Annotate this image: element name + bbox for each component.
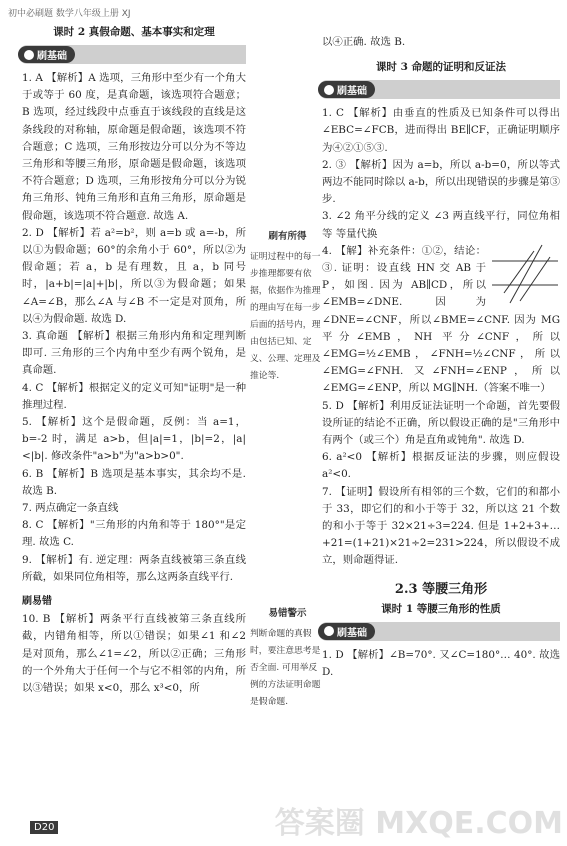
answer-6: 6. B 【解析】B 选项是基本事实，其余均不是. 故选 B. — [22, 467, 246, 497]
note-warning — [250, 605, 325, 711]
brush-icon — [24, 50, 34, 60]
chapter-title: 2.3 等腰三角形 — [394, 581, 488, 597]
right-band: 刷基础 — [318, 80, 560, 99]
answer-8: 8. C 【解析】"三角形的内角和等于 180°"是定理. 故选 C. — [22, 519, 246, 549]
left-column — [22, 24, 246, 697]
note-warning-title: 易错警示 — [268, 608, 307, 619]
brush-icon — [324, 626, 334, 636]
r2-answer-1: 1. D 【解析】∠B=70°. 又∠C=180°… 40°. 故选 D. — [322, 648, 560, 678]
r-answer-4: 4. 【解】补充条件：①②，结论：③. 证明：设直线 HN 交 AB 于 P，如图. 因为 AB∥CD，所以∠EMB=∠DNE. 因为∠DNE=∠CNF，所以∠BME=∠CNF. 因为 MG 平分∠EMB，NH 平分∠CNF，所以∠EMG=½∠EMB，∠FNH=½∠CNF，所以∠EMG=∠FNH. 又∠FNH=∠ENP，所以∠EMG=∠ENP，所以 MG∥NH.（答案不唯一） — [322, 244, 560, 395]
page-number: D20 — [30, 821, 58, 834]
note-gain-body: 证明过程中的每一步推理都要有依据，依据作为推理的理由写在每一步后面的括号内，理由包括已知、定义、公理、定理及推论等. — [250, 252, 321, 381]
watermark: 答案圈 MXQE.COM — [274, 806, 563, 841]
note-warning-body: 判断命题的真假时，要注意思考是否全面. 可用举反例的方法证明命题是假命题. — [250, 629, 321, 707]
right-top-line: 以④正确. 故选 B. — [322, 36, 406, 48]
note-gain-title: 刷有所得 — [268, 231, 307, 242]
right-section-title: 课时 3 命题的证明和反证法 — [375, 61, 507, 74]
side-notes — [250, 228, 325, 711]
answer-10: 10. B 【解析】两条平行直线被第三条直线所截，内错角相等，所以①错误；如果∠1 和∠2 是对顶角，那么∠1=∠2，所以②正确；三角形的一个外角大于任何一个与它不相邻的内角，所以③错误；如果 x<0，那么 x³<0，所 — [22, 613, 246, 694]
note-gain — [250, 228, 325, 385]
answer-9: 9. 【解析】有. 逆定理：两条直线被第三条直线所截，如果同位角相等，那么这两条直线平行. — [22, 553, 246, 583]
r-answer-3: 3. ∠2 角平分线的定义 ∠3 两直线平行，同位角相等 等量代换 — [322, 210, 560, 240]
r-answer-2: 2. ③ 【解析】因为 a=b，所以 a-b=0，所以等式两边不能同时除以 a-b，所以出现错误的步骤是第③步. — [322, 158, 560, 206]
parallel-lines-diagram — [490, 243, 560, 305]
answer-5: 5. 【解析】这个是假命题，反例：当 a=1，b=-2 时，满足 a>b，但|a|=1，|b|=2，|a|<|b|. 修改条件"a>b"为"a>b>0". — [22, 416, 246, 463]
r-answer-5: 5. D 【解析】利用反证法证明一个命题，首先要假设所证的结论不正确，所以假设正确的是"三角形中有两个（或三个）角是直角或钝角". 故选 D. — [322, 399, 560, 447]
answer-7: 7. 两点确定一条直线 — [22, 502, 119, 515]
r-answer-7: 7. 【证明】假设所有相邻的三个数，它们的和都小于 33，即它们的和小于等于 32，所以这 21 个数的和小于等于 32×21÷3=224. 但是 1+2+3+…+21=(1+21)×21÷2=231>224，所以假设不成立，则命题得证. — [322, 485, 560, 567]
right-band2: 刷基础 — [318, 622, 560, 641]
left-section-title: 课时 2 真假命题、基本事实和定理 — [53, 26, 215, 38]
r-answer-6: 6. a²<0 【解析】根据反证法的步骤，则应假设 a²<0. — [322, 451, 560, 481]
left-band: 刷基础 — [18, 45, 246, 64]
answer-1: 1. A 【解析】A 选项，三角形中至少有一个角大于或等于 60 度，是真命题，该选项符合题意；B 选项，经过线段中点垂直于该线段的直线是这条线段的对称轴，原命题是假命题，该选项不符合题意；C 选项，三角形按边分可以分为不等边三角形和等腰三角形，原命题是假命题，该选项不符合题意；D 选项，三角形按角分可以分为锐角三角形、钝角三角形和直角三角形，原命题是假命题，该选项不符合题意. 故选 A. — [22, 72, 246, 222]
brush-icon — [324, 85, 334, 95]
answer-4: 4. C 【解析】根据定义的定义可知"证明"是一种推理过程. — [22, 381, 246, 411]
r-answer-1: 1. C 【解析】由垂直的性质及已知条件可以得出∠EBC=∠FCB，进而得出 BE∥CF，正确证明顺序为④②①⑤③. — [322, 107, 560, 154]
page-header: 初中必刷题 数学八年级上册 XJ — [8, 9, 131, 19]
right-section2-title: 课时 1 等腰三角形的性质 — [381, 602, 501, 615]
right-column — [322, 34, 560, 681]
answer-2: 2. D 【解析】若 a²=b²，则 a=b 或 a=-b，所以①为假命题；60°的余角小于 60°，所以②为假命题；若 a，b 是有理数，且 a，b 同号时，|a+b|=|a|+|b|，所以③为假命题；如果∠A=∠B，那么∠A 与∠B 不一定是对顶角，所以④为假命题. 故选 D. — [22, 226, 246, 325]
brush-wrong-label: 刷易错 — [22, 596, 52, 608]
answer-3: 3. 真命题 【解析】根据三角形内角和定理判断即可. 三角形的三个内角中至少有两个锐角，是真命题. — [22, 330, 246, 377]
